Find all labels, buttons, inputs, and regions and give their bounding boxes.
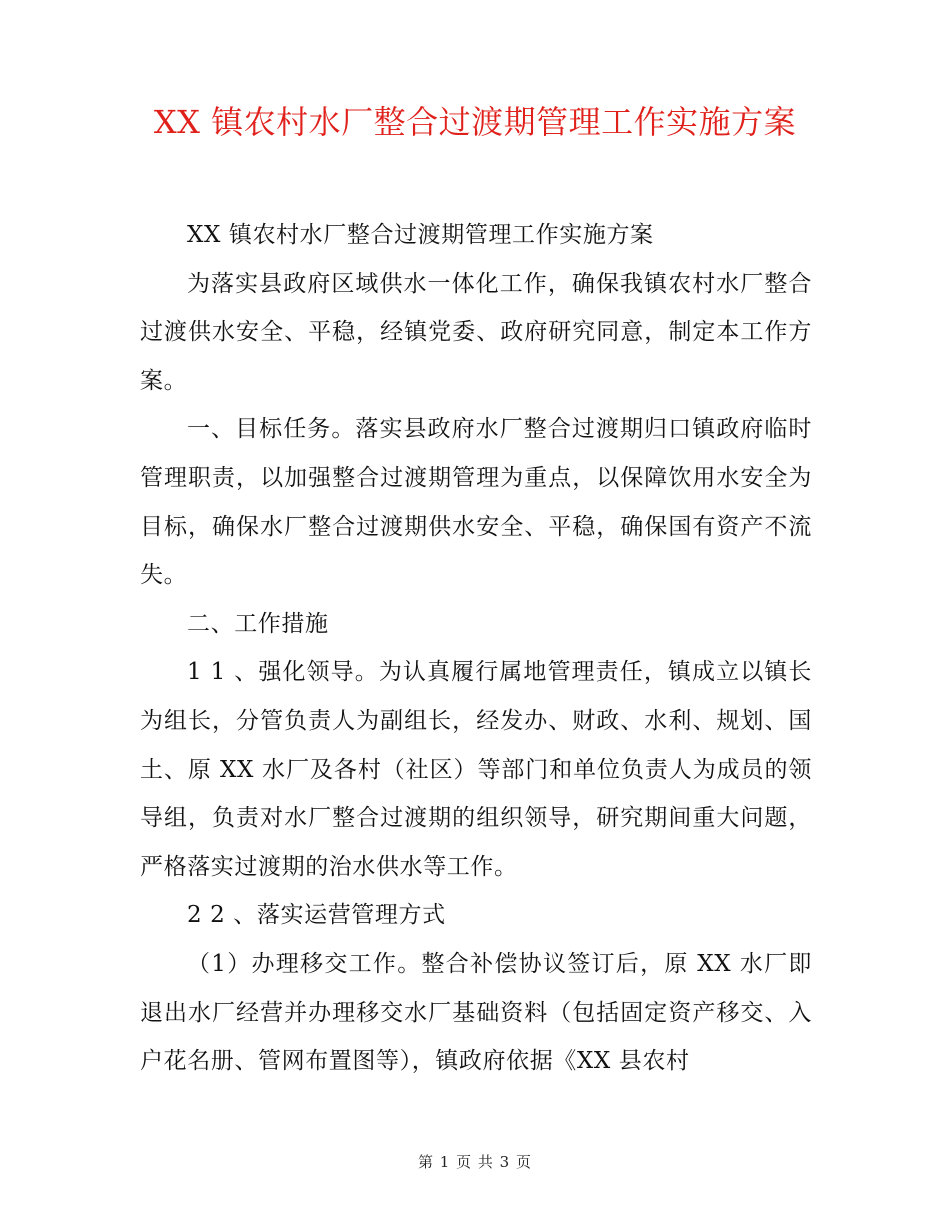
subitem-1-paragraph: （1）办理移交工作。整合补偿协议签订后，原 XX 水厂即退出水厂经营并办理移交水厂基础资料（包括固定资产移交、入户花名册、管网布置图等），镇政府依据《XX 县农村	[140, 950, 812, 1075]
section-1-paragraph: 一、目标任务。落实县政府水厂整合过渡期归口镇政府临时管理职责，以加强整合过渡期管理为重点，以保障饮用水安全为目标，确保水厂整合过渡期供水安全、平稳，确保国有资产不流失。	[140, 416, 812, 589]
item-2-heading: 2 2 、落实运营管理方式	[187, 902, 446, 929]
document-title: XX 镇农村水厂整合过渡期管理工作实施方案	[153, 103, 797, 141]
page-number-footer: 第 1 页 共 3 页	[418, 1153, 532, 1171]
document-body	[140, 211, 812, 1086]
section-2-heading: 二、工作措施	[187, 610, 329, 637]
subtitle-paragraph: XX 镇农村水厂整合过渡期管理工作实施方案	[187, 222, 654, 248]
item-1-paragraph: 1 1 、强化领导。为认真履行属地管理责任，镇成立以镇长为组长，分管负责人为副组长，经发办、财政、水利、规划、国土、原 XX 水厂及各村（社区）等部门和单位负责人为成员的领导组，负责对水厂整合过渡期的组织领导，研究期间重大问题，严格落实过渡期的治水供水等工作。	[140, 659, 812, 880]
intro-paragraph: 为落实县政府区域供水一体化工作，确保我镇农村水厂整合过渡供水安全、平稳，经镇党委、政府研究同意，制定本工作方案。	[140, 270, 812, 394]
